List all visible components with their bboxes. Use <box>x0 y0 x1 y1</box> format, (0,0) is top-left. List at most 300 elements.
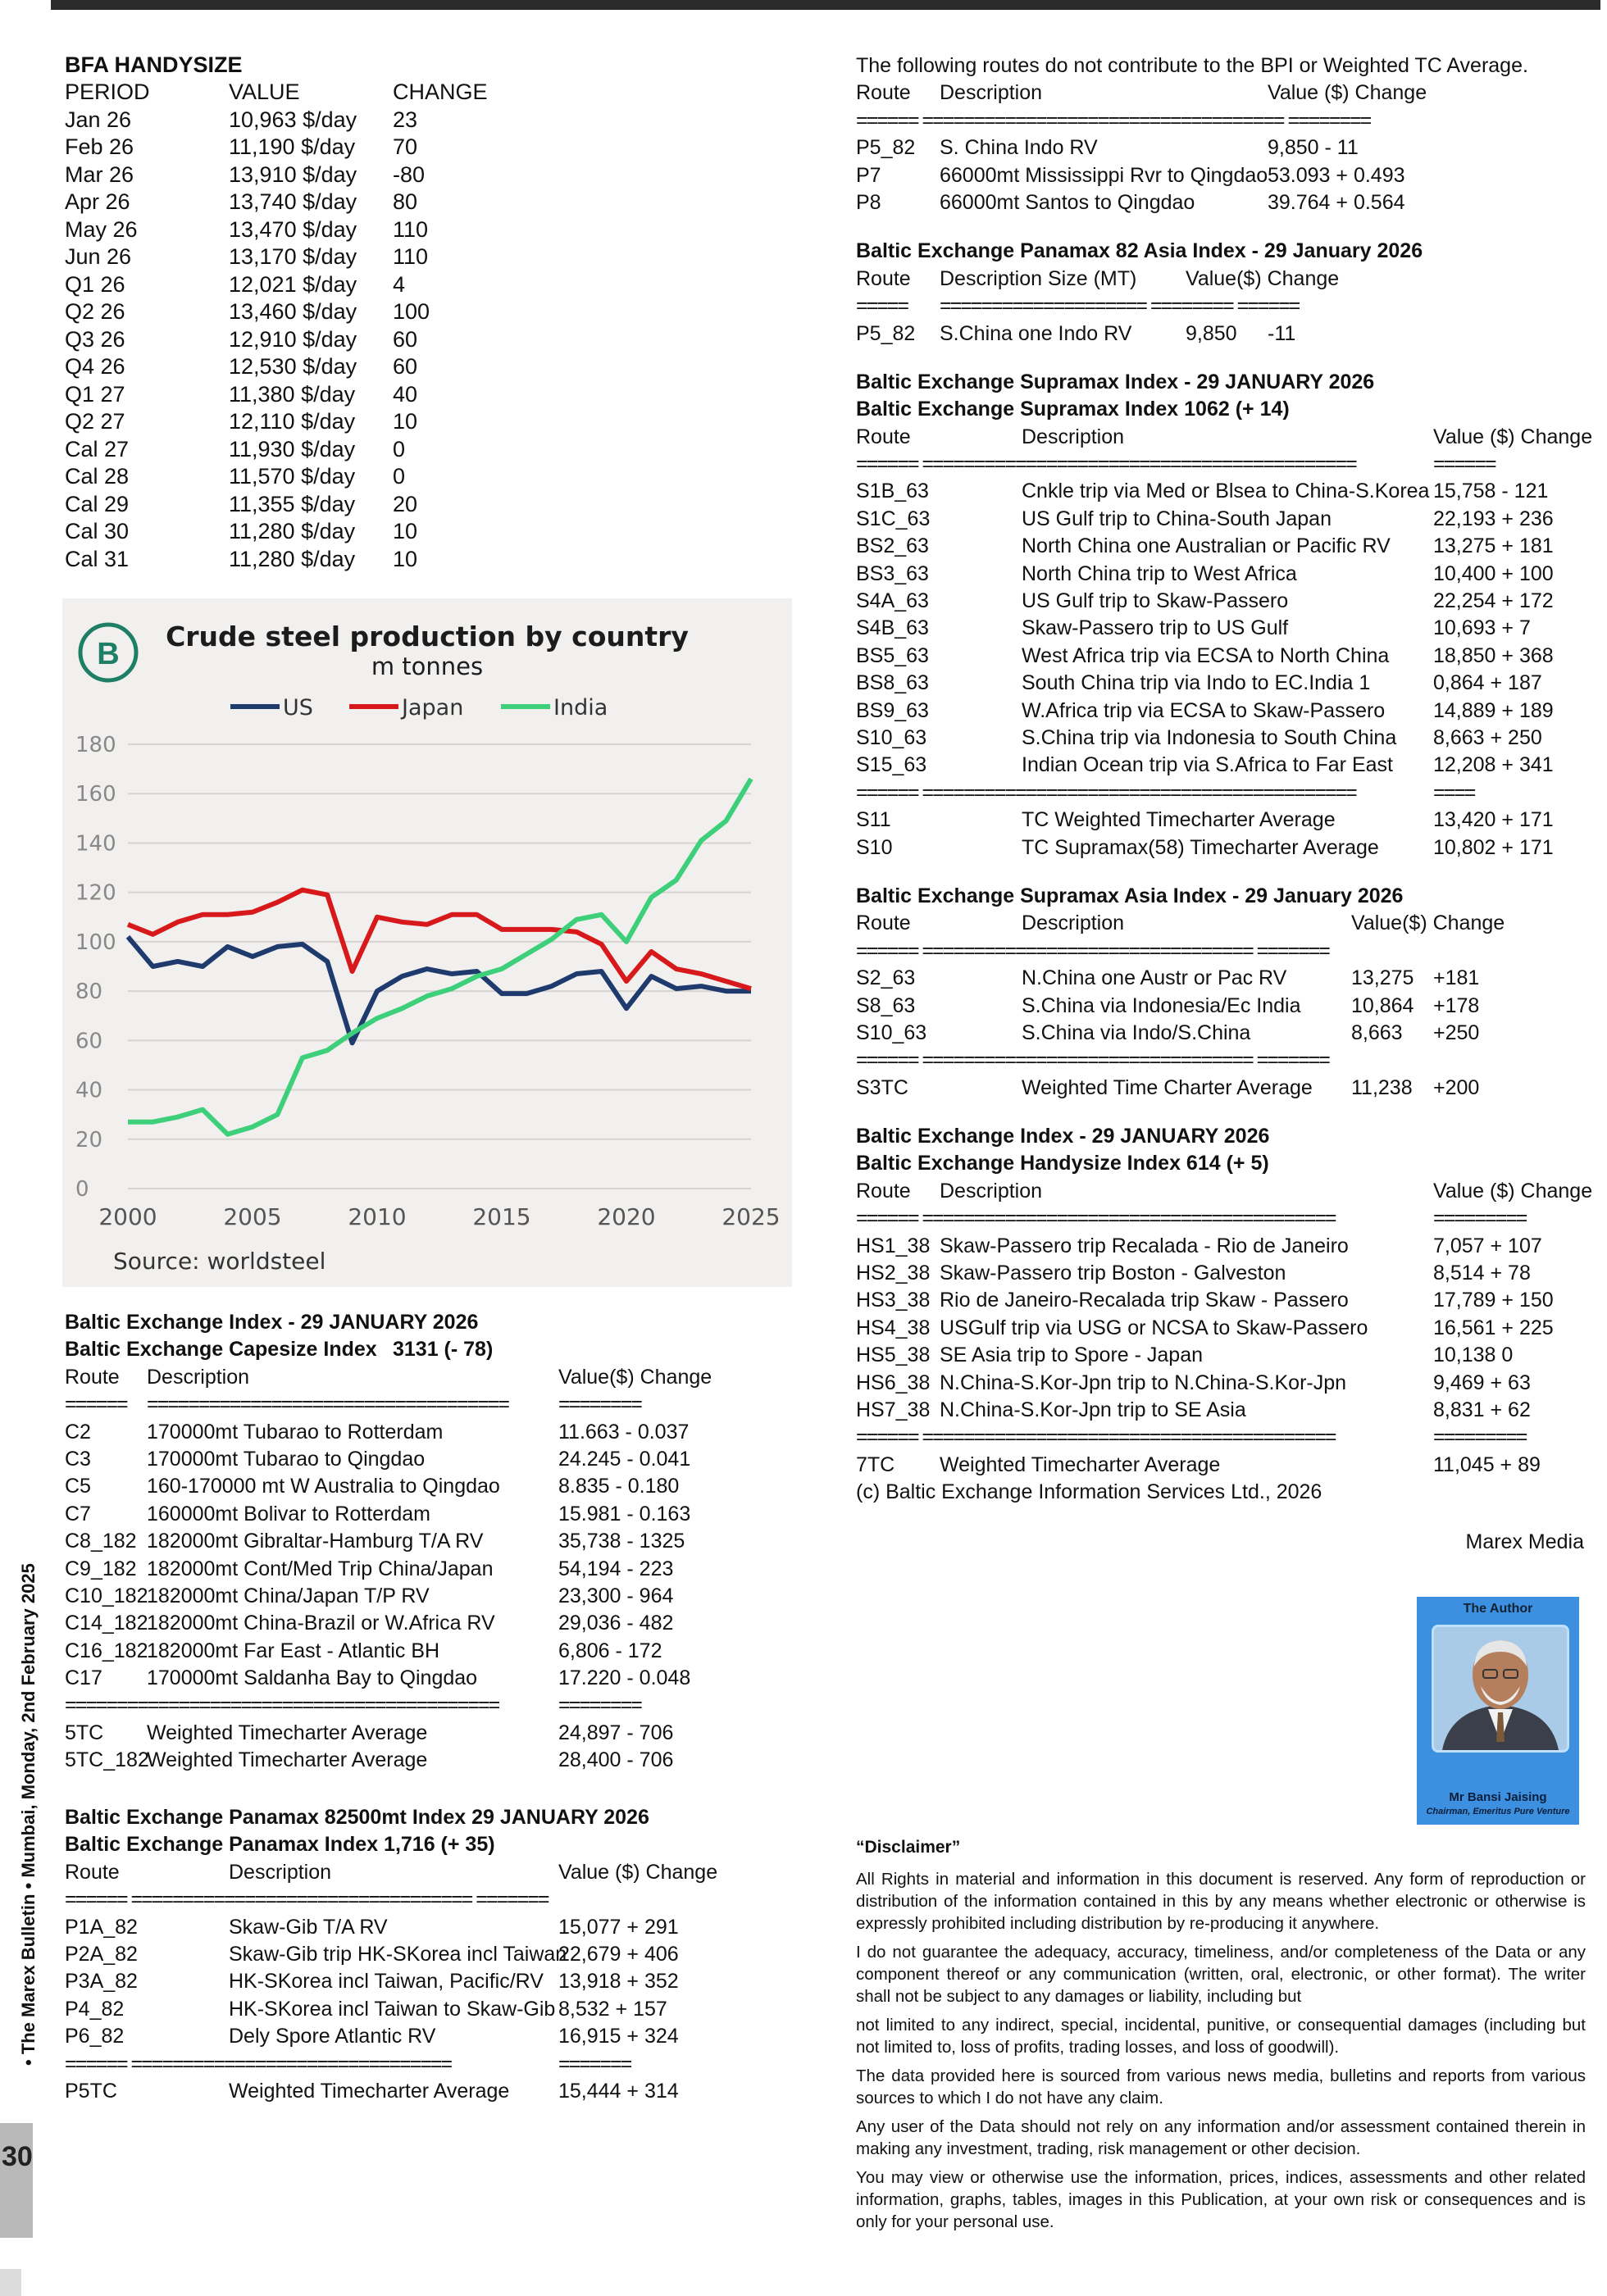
legend-label: Japan <box>402 695 464 721</box>
handysize-row-cell: 12,110 $/day <box>229 409 356 434</box>
supramax-title: Baltic Exchange Supramax Index - 29 JANUARY 2026 <box>856 370 1375 393</box>
panamax-asia-row <box>856 321 1594 348</box>
handysize-index-rule <box>856 1205 1594 1232</box>
header-value-change: Value($) Change <box>1351 912 1505 935</box>
handysize-index-row-cell: Skaw-Passero trip Recalada - Rio de Janeiro <box>940 1234 1349 1257</box>
supramax-row-cell: Indian Ocean trip via S.Africa to Far East <box>1022 753 1393 777</box>
supramax-row <box>856 752 1594 779</box>
handysize-row-cell: 13,460 $/day <box>229 299 357 324</box>
panamax-rule <box>65 1886 803 1913</box>
non-bpi-row <box>856 134 1594 161</box>
panamax-row-cell: Dely Spore Atlantic RV <box>229 2025 436 2048</box>
chart-legend <box>230 695 608 721</box>
bfa-handysize-title: BFA HANDYSIZE <box>65 52 243 77</box>
handysize-row-cell: 40 <box>393 381 418 407</box>
chart-svg <box>62 598 792 1287</box>
handysize-row-cell: Q1 26 <box>65 271 125 297</box>
handysize-row <box>65 518 524 546</box>
header-route: Route <box>856 425 911 448</box>
header-value-change: Value ($) Change <box>1268 81 1427 105</box>
capesize-row-cell: C16_182 <box>65 1639 148 1662</box>
handysize-index-row-cell: HS6_38 <box>856 1371 931 1394</box>
panamax-row-cell: P2A_82 <box>65 1942 138 1966</box>
rule: ====== ========================================== <box>856 780 1356 804</box>
rule: ====== ======================================== <box>856 1425 1336 1449</box>
capesize-tc-row <box>65 1747 803 1774</box>
supramax-tc-row-cell: S11 <box>856 808 891 832</box>
non-bpi-rule <box>856 107 1594 134</box>
y-tick-label: 160 <box>75 782 116 807</box>
capesize-row <box>65 1583 803 1610</box>
panamax-row-cell: 8,532 + 157 <box>558 1997 667 2021</box>
handysize-row-cell: Q2 27 <box>65 409 125 434</box>
handysize-row-cell: 10,963 $/day <box>229 107 357 132</box>
handysize-index-row-cell: 16,561 + 225 <box>1433 1316 1554 1339</box>
header-value-change: Value ($) Change <box>1433 1179 1593 1203</box>
panamax-row-cell: P3A_82 <box>65 1970 138 1994</box>
supramax-asia-row-cell: S.China via Indo/S.China <box>1022 1021 1251 1044</box>
supramax-row-cell: 10,693 + 7 <box>1433 616 1531 640</box>
handysize-index-row-cell: HS2_38 <box>856 1262 931 1285</box>
header-route: Route <box>65 1860 120 1884</box>
rule: ========================================== <box>65 1694 499 1717</box>
supramax-row-cell: BS9_63 <box>856 698 929 722</box>
supramax-asia-tc-row-cell: S3TC <box>856 1075 908 1099</box>
handysize-row-cell: Apr 26 <box>65 189 130 214</box>
page-number-box <box>0 2123 33 2238</box>
supramax-asia-row-cell: +250 <box>1433 1021 1480 1044</box>
supramax-index: Baltic Exchange Supramax Index 1062 (+ 14) <box>856 398 1290 421</box>
supramax-row-cell: S10_63 <box>856 725 927 749</box>
capesize-row <box>65 1638 803 1665</box>
supramax-rule-2 <box>856 780 1594 807</box>
handysize-row-cell: 12,530 $/day <box>229 354 357 379</box>
capesize-row-cell: 182000mt Cont/Med Trip China/Japan <box>147 1557 494 1580</box>
header-description: Description <box>1022 912 1125 935</box>
handysize-index-row-cell: 8,831 + 62 <box>1433 1398 1531 1421</box>
supramax-row-cell: 10,400 + 100 <box>1433 561 1554 585</box>
handysize-row-cell: 11,570 $/day <box>229 464 356 489</box>
handysize-index-header <box>856 1178 1594 1205</box>
rule: ====== ======================================== <box>856 1207 1336 1230</box>
capesize-header <box>65 1364 803 1391</box>
handysize-row-cell: Cal 28 <box>65 464 130 489</box>
non-bpi-row-cell: 9,850 - 11 <box>1268 136 1359 160</box>
supramax-row-cell: S1B_63 <box>856 480 929 503</box>
supramax-asia-rule <box>856 938 1594 965</box>
rule: ==================== ======== ====== <box>940 294 1300 318</box>
supramax-tc-row-cell: TC Supramax(58) Timecharter Average <box>1022 835 1379 859</box>
capesize-row <box>65 1528 803 1555</box>
capesize-index-label: Baltic Exchange Capesize Index <box>65 1338 377 1362</box>
handysize-row <box>65 546 524 574</box>
handysize-index-row <box>856 1342 1594 1369</box>
capesize-row-cell: 35,738 - 1325 <box>558 1530 685 1553</box>
handysize-index-row-cell: 10,138 0 <box>1433 1344 1514 1367</box>
y-tick-label: 100 <box>75 930 116 955</box>
panamax-row-cell: 13,918 + 352 <box>558 1970 679 1994</box>
header-description: Description <box>940 1179 1043 1203</box>
panamax-row-cell: P6_82 <box>65 2025 125 2048</box>
handysize-index-row <box>856 1287 1594 1314</box>
y-tick-label: 20 <box>75 1127 103 1153</box>
steel-production-chart <box>62 598 792 1287</box>
corner-marker <box>0 2269 21 2296</box>
panamax-index: Baltic Exchange Panamax Index 1,716 (+ 35) <box>65 1833 495 1857</box>
handysize-row-cell: Q4 26 <box>65 354 125 379</box>
handysize-row-cell: 10 <box>393 546 418 571</box>
legend-label: India <box>553 695 608 721</box>
rule: ====== ================================ ======= <box>856 939 1329 962</box>
capesize-row-cell: C17 <box>65 1666 102 1690</box>
handysize-row <box>65 216 524 244</box>
panamax-row-cell: 22,679 + 406 <box>558 1942 679 1966</box>
supramax-row-cell: 0,864 + 187 <box>1433 671 1542 695</box>
y-tick-label: 80 <box>75 980 103 1005</box>
x-tick-label: 2010 <box>348 1203 407 1230</box>
capesize-row-cell: C3 <box>65 1447 91 1471</box>
handysize-row <box>65 408 524 436</box>
supramax-row-cell: BS8_63 <box>856 671 929 695</box>
header-value: VALUE <box>229 80 300 104</box>
supramax-tc-row-cell: 13,420 + 171 <box>1433 808 1554 832</box>
panamax-row-cell: HK-SKorea incl Taiwan, Pacific/RV <box>229 1970 544 1994</box>
panamax-asia-row-cell: P5_82 <box>856 321 916 345</box>
supramax-row-cell: BS2_63 <box>856 534 929 558</box>
supramax-asia-row-cell: 13,275 <box>1351 966 1414 990</box>
handysize-row-cell: 23 <box>393 107 418 132</box>
rule: ======== <box>558 1694 641 1717</box>
handysize-row <box>65 353 524 381</box>
rule: ====== <box>1433 452 1495 476</box>
supramax-row-cell: US Gulf trip to Skaw-Passero <box>1022 589 1289 613</box>
x-tick-label: 2015 <box>472 1203 531 1230</box>
capesize-row-cell: 29,036 - 482 <box>558 1612 674 1635</box>
capesize-row-cell: 24.245 - 0.041 <box>558 1447 691 1471</box>
y-tick-label: 180 <box>75 733 116 757</box>
handysize-index-row <box>856 1233 1594 1260</box>
handysize-row-cell: 60 <box>393 326 418 352</box>
supramax-asia-row-cell: S10_63 <box>856 1021 927 1044</box>
rule: ======= <box>558 2052 631 2075</box>
supramax-tc-row-cell: TC Weighted Timecharter Average <box>1022 808 1336 832</box>
page-number: 30 <box>2 2141 33 2172</box>
handysize-row-cell: 10 <box>393 409 418 434</box>
panamax-title: Baltic Exchange Panamax 82500mt Index 29 JANUARY 2026 <box>65 1806 649 1829</box>
capesize-row-cell: C2 <box>65 1420 91 1444</box>
sidebar-running-head: • The Marex Bulletin • Mumbai, Monday, 2nd February 2025 <box>18 1563 39 2066</box>
handysize-index-row-cell: 7,057 + 107 <box>1433 1234 1542 1257</box>
supramax-row-cell: 12,208 + 341 <box>1433 753 1554 777</box>
disclaimer-paragraph: Any user of the Data should not rely on any information and/or assessment contained therein in making any investment, trading, risk management or other decision. <box>856 2117 1586 2158</box>
capesize-row-cell: 23,300 - 964 <box>558 1584 674 1607</box>
rule: ======== <box>558 1393 641 1416</box>
handysize-row-cell: 11,190 $/day <box>229 134 356 159</box>
capesize-row-cell: C5 <box>65 1475 91 1498</box>
author-name: Mr Bansi Jaising <box>1449 1790 1547 1804</box>
panamax-row <box>65 1941 803 1968</box>
capesize-title: Baltic Exchange Index - 29 JANUARY 2026 <box>65 1311 479 1334</box>
capesize-row-cell: C7 <box>65 1502 91 1525</box>
rule: ====== ================================ ======= <box>856 1048 1329 1072</box>
panamax-row-cell: P4_82 <box>65 1997 125 2021</box>
supramax-asia-tc-row <box>856 1075 1594 1102</box>
supramax-tc-row-cell: S10 <box>856 835 893 859</box>
header-description: Description <box>147 1365 250 1389</box>
header-route: Route <box>856 1179 911 1203</box>
non-bpi-row-cell: S. China Indo RV <box>940 136 1098 160</box>
capesize-row-cell: 11.663 - 0.037 <box>558 1420 690 1444</box>
author-card <box>1417 1597 1579 1825</box>
copyright-line: (c) Baltic Exchange Information Services Ltd., 2026 <box>856 1480 1322 1504</box>
x-tick-label: 2025 <box>722 1203 781 1230</box>
supramax-row <box>856 670 1594 697</box>
supramax-row-cell: US Gulf trip to China-South Japan <box>1022 507 1332 530</box>
author-label: The Author <box>1463 1602 1533 1616</box>
panamax-asia-row-cell: S.China one Indo RV <box>940 321 1132 345</box>
capesize-row-cell: 170000mt Tubarao to Rotterdam <box>147 1420 444 1444</box>
handysize-row <box>65 463 524 491</box>
panamax-asia-row-cell: -11 <box>1268 321 1296 345</box>
handysize-row-cell: 13,910 $/day <box>229 161 357 187</box>
supramax-row <box>856 533 1594 560</box>
handysize-row-cell: 0 <box>393 464 406 489</box>
supramax-row-cell: S4B_63 <box>856 616 929 640</box>
header-route: Route <box>856 81 911 105</box>
supramax-header <box>856 424 1594 451</box>
capesize-tc-row-cell: 5TC_182 <box>65 1748 149 1772</box>
capesize-row-cell: 182000mt Far East - Atlantic BH <box>147 1639 440 1662</box>
non-bpi-row-cell: 39.764 + 0.564 <box>1268 190 1405 214</box>
capesize-index-line <box>65 1336 803 1363</box>
supramax-asia-row <box>856 1020 1594 1047</box>
handysize-row-cell: 80 <box>393 189 418 214</box>
handysize-row <box>65 436 524 464</box>
capesize-tc-row-cell: Weighted Timecharter Average <box>147 1721 428 1744</box>
panamax-row <box>65 1996 803 2023</box>
handysize-row-cell: Q3 26 <box>65 326 125 352</box>
author-photo <box>1432 1625 1569 1753</box>
non-bpi-row-cell: P7 <box>856 163 881 187</box>
supramax-asia-tc-row-cell: Weighted Time Charter Average <box>1022 1075 1313 1099</box>
x-tick-label: 2000 <box>98 1203 157 1230</box>
header-route: Route <box>856 912 911 935</box>
handysize-index-subtitle: Baltic Exchange Handysize Index 614 (+ 5) <box>856 1152 1269 1175</box>
non-bpi-row-cell: 66000mt Santos to Qingdao <box>940 190 1195 214</box>
supramax-asia-row-cell: 10,864 <box>1351 993 1414 1017</box>
x-tick-label: 2005 <box>223 1203 282 1230</box>
supramax-row-cell: 15,758 - 121 <box>1433 480 1549 503</box>
disclaimer-paragraph: I do not guarantee the adequacy, accuracy, timeliness, and/or completeness of the Data or any component thereof or any communication (written, oral, electronic, or other format). The writer shall not be subject to any damages or liability, including but <box>856 1943 1586 2006</box>
panamax-row-cell: 16,915 + 324 <box>558 2025 679 2048</box>
handysize-row-cell: Jun 26 <box>65 244 132 269</box>
supramax-row-cell: 18,850 + 368 <box>1433 643 1554 667</box>
rule: ========= <box>1433 1207 1527 1230</box>
handysize-row-cell: 70 <box>393 134 418 159</box>
handysize-index-row <box>856 1315 1594 1342</box>
handysize-index-row-cell: HS5_38 <box>856 1344 931 1367</box>
x-tick-label: 2020 <box>597 1203 656 1230</box>
supramax-asia-tc-row-cell: +200 <box>1433 1075 1480 1099</box>
non-bpi-header <box>856 80 1594 107</box>
rule: ========= <box>1433 1425 1527 1449</box>
handysize-row-cell: 12,910 $/day <box>229 326 357 352</box>
capesize-rule-2 <box>65 1692 803 1719</box>
supramax-row-cell: S4A_63 <box>856 589 929 613</box>
handysize-row-cell: 0 <box>393 436 406 461</box>
supramax-asia-row-cell: +181 <box>1433 966 1480 990</box>
chart-subtitle: m tonnes <box>371 652 484 680</box>
y-tick-label: 60 <box>75 1029 103 1054</box>
handysize-index-row-cell: HS1_38 <box>856 1234 931 1257</box>
panamax-row <box>65 1968 803 1995</box>
chart-title: Crude steel production by country <box>166 621 689 652</box>
handysize-index-row-cell: HS7_38 <box>856 1398 931 1421</box>
rule: ===== <box>856 294 908 318</box>
supramax-row-cell: S.China trip via Indonesia to South China <box>1022 725 1397 749</box>
disclaimer-heading: “Disclaimer” <box>856 1838 961 1857</box>
header-route: Route <box>65 1365 120 1389</box>
panamax-tc-row-cell: P5TC <box>65 2079 117 2103</box>
capesize-row <box>65 1501 803 1528</box>
panamax-asia-rule <box>856 293 1594 320</box>
handysize-row-cell: 13,740 $/day <box>229 189 357 214</box>
supramax-row <box>856 615 1594 642</box>
supramax-asia-tc-row-cell: 11,238 <box>1351 1075 1413 1099</box>
chart-grid <box>75 733 781 1230</box>
author-role: Chairman, Emeritus Pure Venture <box>1426 1807 1570 1816</box>
rule: ====== =================================== ======== <box>856 108 1371 132</box>
supramax-row <box>856 588 1594 615</box>
panamax-row-cell: HK-SKorea incl Taiwan to Skaw-Gib <box>229 1997 556 2021</box>
capesize-row <box>65 1419 803 1446</box>
handysize-row <box>65 298 524 326</box>
y-tick-label: 120 <box>75 880 116 906</box>
capesize-tc-row-cell: 5TC <box>65 1721 104 1744</box>
panamax-row-cell: Skaw-Gib T/A RV <box>229 1915 388 1939</box>
handysize-row <box>65 243 524 271</box>
supramax-asia-row <box>856 965 1594 992</box>
logo-icon <box>80 625 136 680</box>
handysize-index-row-cell: Skaw-Passero trip Boston - Galveston <box>940 1262 1286 1285</box>
capesize-row-cell: 182000mt Gibraltar-Hamburg T/A RV <box>147 1530 484 1553</box>
bfa-handysize-header <box>65 79 524 107</box>
capesize-row-cell: 8.835 - 0.180 <box>558 1475 680 1498</box>
capesize-row <box>65 1446 803 1473</box>
capesize-row <box>65 1610 803 1637</box>
capesize-row-cell: 160000mt Bolivar to Rotterdam <box>147 1502 431 1525</box>
header-description: Description <box>229 1860 332 1884</box>
capesize-tc-row-cell: 28,400 - 706 <box>558 1748 674 1772</box>
panamax-tc-row-cell: Weighted Timecharter Average <box>229 2079 510 2103</box>
handysize-row <box>65 381 524 409</box>
disclaimer-paragraph: not limited to any indirect, special, incidental, punitive, or consequential damages (including but not limited to, loss of profits, trading losses, and loss of goodwill). <box>856 2016 1586 2057</box>
rule: =================================== <box>147 1393 508 1416</box>
header-description: Description Size (MT) <box>940 266 1137 290</box>
supramax-row-cell: Skaw-Passero trip to US Gulf <box>1022 616 1289 640</box>
capesize-row-cell: C8_182 <box>65 1530 137 1553</box>
logo-letter: B <box>97 637 120 671</box>
capesize-tc-row-cell: Weighted Timecharter Average <box>147 1748 428 1772</box>
capesize-index-value: 3131 (- 78) <box>393 1338 494 1362</box>
credit-text: Marex Media <box>1465 1530 1584 1553</box>
supramax-row-cell: BS5_63 <box>856 643 929 667</box>
header-value-change: Value ($) Change <box>1433 425 1593 448</box>
non-bpi-title: The following routes do not contribute to the BPI or Weighted TC Average. <box>856 54 1528 77</box>
non-bpi-row-cell: P8 <box>856 190 881 214</box>
handysize-row-cell: -80 <box>393 161 426 187</box>
handysize-row-cell: 60 <box>393 354 418 379</box>
handysize-row-cell: 110 <box>393 216 429 242</box>
panamax-header <box>65 1859 803 1886</box>
supramax-row-cell: North China one Australian or Pacific RV <box>1022 534 1391 558</box>
handysize-row <box>65 491 524 519</box>
panamax-tc-row-cell: 15,444 + 314 <box>558 2079 679 2103</box>
chart-series <box>128 779 751 1134</box>
panamax-row <box>65 2023 803 2050</box>
capesize-row-cell: 182000mt China/Japan T/P RV <box>147 1584 430 1607</box>
rule: ====== <box>65 1393 127 1416</box>
rule: ====== ================================= ======= <box>65 1888 549 1912</box>
panamax-row <box>65 1914 803 1941</box>
supramax-row-cell: West Africa trip via ECSA to North China <box>1022 643 1390 667</box>
handysize-index-row-cell: USGulf trip via USG or NCSA to Skaw-Passero <box>940 1316 1368 1339</box>
panamax-row-cell: 15,077 + 291 <box>558 1915 679 1939</box>
supramax-asia-row <box>856 993 1594 1020</box>
supramax-asia-row-cell: S.China via Indonesia/Ec India <box>1022 993 1301 1017</box>
rule: ==== <box>1433 780 1475 804</box>
handysize-row-cell: 12,021 $/day <box>229 271 357 297</box>
capesize-row-cell: 6,806 - 172 <box>558 1639 662 1662</box>
header-value-change: Value ($) Change <box>558 1860 718 1884</box>
supramax-asia-row-cell: N.China one Austr or Pac RV <box>1022 966 1287 990</box>
capesize-row-cell: 17.220 - 0.048 <box>558 1666 691 1690</box>
capesize-row <box>65 1665 803 1692</box>
handysize-index-row <box>856 1260 1594 1287</box>
handysize-row <box>65 134 524 161</box>
capesize-row-cell: C14_182 <box>65 1612 148 1635</box>
capesize-tc-row <box>65 1720 803 1747</box>
supramax-row-cell: 22,254 + 172 <box>1433 589 1554 613</box>
rule: ====== =============================== <box>65 2052 452 2075</box>
handysize-row-cell: 20 <box>393 491 418 516</box>
supramax-tc-row <box>856 807 1594 834</box>
capesize-row-cell: 54,194 - 223 <box>558 1557 674 1580</box>
capesize-section <box>65 1309 803 1775</box>
handysize-row-cell: 100 <box>393 299 430 324</box>
non-bpi-row-cell: 53.093 + 0.493 <box>1268 163 1405 187</box>
panamax-tc-row <box>65 2078 803 2105</box>
handysize-row-cell: Q2 26 <box>65 299 125 324</box>
handysize-index-row-cell: Rio de Janeiro-Recalada trip Skaw - Passero <box>940 1289 1349 1312</box>
handysize-index-row-cell: 9,469 + 63 <box>1433 1371 1531 1394</box>
bfa-handysize-table <box>65 51 524 573</box>
handysize-index-row-cell: HS3_38 <box>856 1289 931 1312</box>
supramax-row-cell: S15_63 <box>856 753 927 777</box>
handysize-index-row <box>856 1370 1594 1397</box>
supramax-row <box>856 561 1594 588</box>
handysize-row <box>65 161 524 189</box>
capesize-row-cell: 15.981 - 0.163 <box>558 1502 691 1525</box>
supramax-asia-row-cell: +178 <box>1433 993 1480 1017</box>
capesize-row <box>65 1473 803 1500</box>
y-tick-label: 140 <box>75 831 116 857</box>
supramax-row <box>856 698 1594 725</box>
handysize-row <box>65 271 524 299</box>
rule: ====== ========================================== <box>856 452 1356 476</box>
header-value-change: Value($) Change <box>1186 266 1340 290</box>
supramax-asia-row-cell: S8_63 <box>856 993 916 1017</box>
